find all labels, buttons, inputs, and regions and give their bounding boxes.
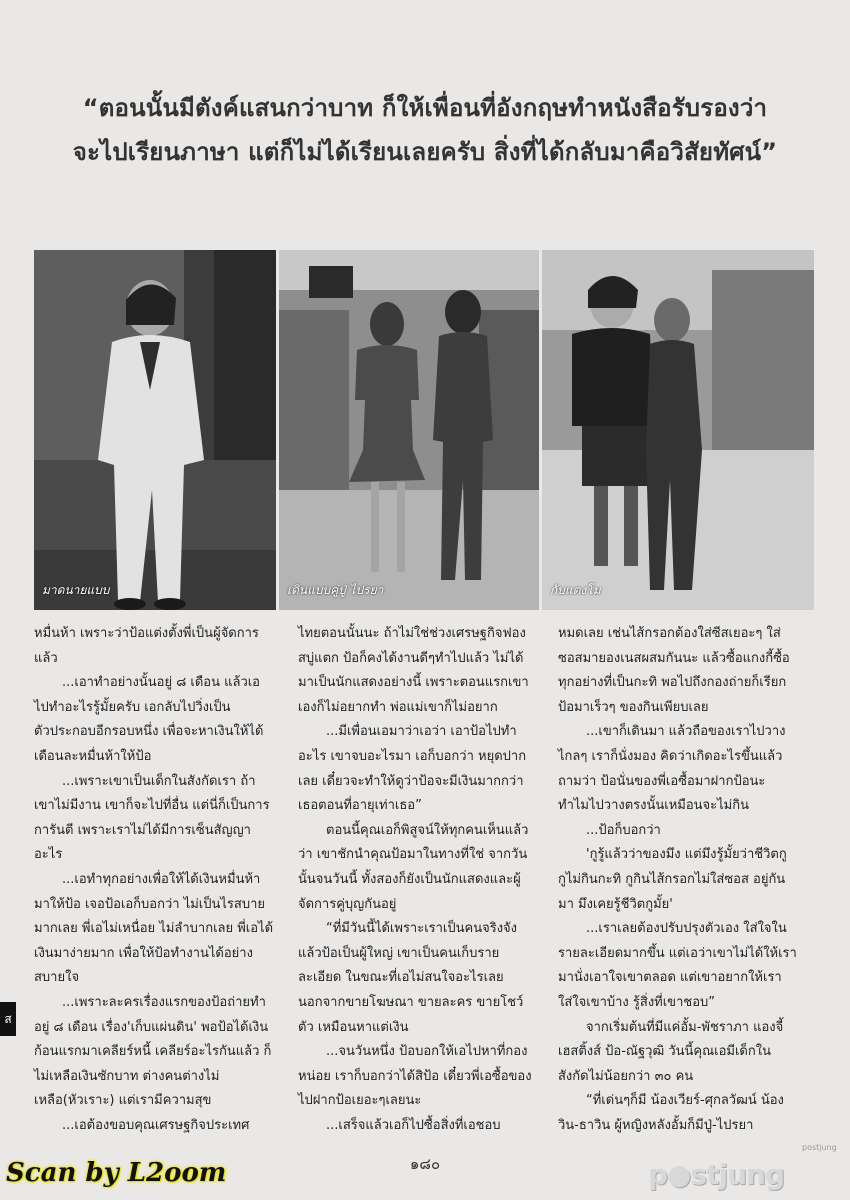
paragraph: ...เอทำทุกอย่างเพื่อให้ได้เงินหมื่นห้ามาให้ป้อ เจอป้อเอก็บอกว่า ไม่เป็นไรสบายมากเลย พี่เอไม่เหนื่อย ไม่ลำบากเลย พี่เอได้เงินมาง่ายมาก เพื่อให้ป้อทำงานได้อย่างสบายใจ [34,871,274,986]
photo-model-pose [34,250,276,610]
article-column-3 [558,622,798,1138]
paragraph: หมื่นห้า เพราะว่าป้อแต่งตั้งพี่เป็นผู้จัดการแล้ว [34,626,259,666]
paragraph: ...เพราะเขาเป็นเด็กในสังกัดเรา ถ้าเขาไม่มีงาน เขาก็จะไปที่อื่น แต่นี่ก็เป็นการการันตี เพราะเราไม่ได้มีการเซ็นสัญญาอะไร [34,773,270,863]
article-column-1 [34,622,274,1138]
article-column-2 [298,622,538,1138]
paragraph: ...เอต้องขอบคุณเศรษฐกิจประเทศ [62,1117,250,1133]
paragraph: ...จนวันหนึ่ง ป้อบอกให้เอไปหาที่กองหน่อย เราก็บอกว่าได้สิป้อ เดี๋ยวพี่เอซื้อของไปฝากป้อเยอะๆเลยนะ [298,1044,532,1109]
paragraph: 'กูรู้แล้วว่าของมึง แต่มึงรู้มั้ยว่าชีวิตกู กูไม่กินกะทิ กูกินไส้กรอกไม่ใส่ซอส อยู่กันมา มึงเคยรู้ชีวิตกูมั้ย' [558,847,787,912]
watermark-logo: p●stjung [648,1158,785,1191]
paragraph: หมดเลย เช่นไส้กรอกต้องใส่ซีสเยอะๆ ใส่ซอสมายองเนสผสมกันนะ แล้วซื้อแกงกี้ซื้อทุกอย่างที่เป็นกะทิ พอไปถึงกองถ่ายก็เรียก ป้อมาเร็วๆ ของกินเพียบเลย [558,626,790,715]
article-body [34,622,809,1167]
paragraph: ตอนนี้คุณเอก็พิสูจน์ให้ทุกคนเห็นแล้วว่า เขาชักนำคุณป้อมาในทางที่ใช่ จากวันนั้นจนวันนี้ ทั้งสองก็ยังเป็นนักแสดงและผู้จัดการคู่บุญกันอยู่ [298,822,529,912]
photo-caption: กับแตงโม [550,583,601,597]
paragraph: ...ป้อก็บอกว่า [586,822,661,838]
paragraph: “ที่เด่นๆก็มี น้องเวียร์-ศุกลวัฒน์ น้องวิน-ธาวิน ผู้หญิงหลังอั้มก็มีปู่-ไปรยา [558,1093,784,1133]
photo-caption: เดินแบบคู่ปู่ ไปรยา [287,583,384,597]
watermark-small: postjung [802,1143,837,1152]
scan-credit: Scan by L2oom [6,1158,227,1188]
pull-quote-line-2: จะไปเรียนภาษา แต่ก็ไม่ได้เรียนเลยครับ สิ่งที่ได้กลับมาคือวิสัยทัศน์” [72,138,778,166]
page-number: ๑๘๐ [409,1155,441,1173]
photo-runway-couple [279,250,539,610]
paragraph: ...เราเลยต้องปรับปรุงตัวเอง ใส่ใจในรายละเอียดมากขึ้น แต่เอว่าเขาไม่ได้ให้เรามานั่งเอาใจเขาตลอด แต่เขาอยากให้เราใส่ใจเขาบ้าง รู้สิ่งที่เขาชอบ” [558,921,797,1010]
section-edge-tab: ส [0,1002,16,1036]
photo-with-tangmo [542,250,814,610]
photo-strip [34,250,814,610]
paragraph: ...เสร็จแล้วเอก็ไปซื้อสิ่งที่เอชอบ [326,1117,501,1133]
pull-quote [60,86,790,174]
paragraph: ...มีเพื่อนเอมาว่าเอว่า เอาป้อไปทำอะไร เขาจบอะไรมา เอก็บอกว่า หยุดปากเลย เดี๋ยวจะทำให้ดูว่าป้อจะมีเงินมากกว่าเธอตอนที่อายุเท่าเธอ” [298,724,527,814]
paragraph: “ที่มีวันนี้ได้เพราะเราเป็นคนจริงจัง แล้วป้อเป็นผู้ใหญ่ เขาเป็นคนเก็บรายละเอียด ในขณะที่เอไม่สนใจอะไรเลยนอกจากขายโฆษณา ขายละคร ขายโชว์ตัว เหมือนหาแต่เงิน [298,921,524,1035]
paragraph: ...เพราะละครเรื่องแรกของป้อถ่ายทำอยู่ ๘ เดือน เรื่อง'เก็บแผ่นดิน' พอป้อได้เงินก้อนแรกมาเคลียร์หนี้ เคลียร์อะไรกันแล้ว ก็ไม่เหลือเงินซักบาท ต่างคนต่างไม่เหลือ(หัวเราะ) แต่เรามีความสุข [34,994,272,1109]
paragraph: จากเริ่มต้นที่มีแค่อั้ม-พัชราภา แองจี้ เฮสติ้งส์ ป้อ-ณัฐวุฒิ วันนี้คุณเอมีเด็กในสังกัดไม่น้อยกว่า ๓๐ คน [558,1019,784,1084]
paragraph: ...เอาทำอย่างนั้นอยู่ ๘ เดือน แล้วเอไปทำอะไรรู้มั้ยครับ เอกลับไปวิ่งเป็นตัวประกอบอีกรอบหนึ่ง เพื่อจะหาเงินให้ได้เดือนละหมื่นห้าให้ป้อ [34,675,264,764]
photo-caption: มาดนายแบบ [42,583,110,597]
paragraph: ไทยตอนนั้นนะ ถ้าไม่ใช่ช่วงเศรษฐกิจฟองสบู่แตก ป้อก็คงได้งานดีๆทำไปแล้ว ไม่ได้มาเป็นนักแสดงอย่างนี้ เพราะตอนแรกเขาเองก็ไม่อยากทำ พ่อแม่เขาก็ไม่อยาก [298,626,529,715]
paragraph: ...เขาก็เดินมา แล้วถือของเราไปวางไกลๆ เราก็นั่งมอง คิดว่าเกิดอะไรขึ้นแล้วถามว่า ป้อนั่นของพี่เอซื้อมาฝากป้อนะ ทำไมไปวางตรงนั้นเหมือนจะไม่กิน [558,724,786,814]
pull-quote-line-1: “ตอนนั้นมีตังค์แสนกว่าบาท ก็ให้เพื่อนที่อังกฤษทำหนังสือรับรองว่า [82,94,768,122]
